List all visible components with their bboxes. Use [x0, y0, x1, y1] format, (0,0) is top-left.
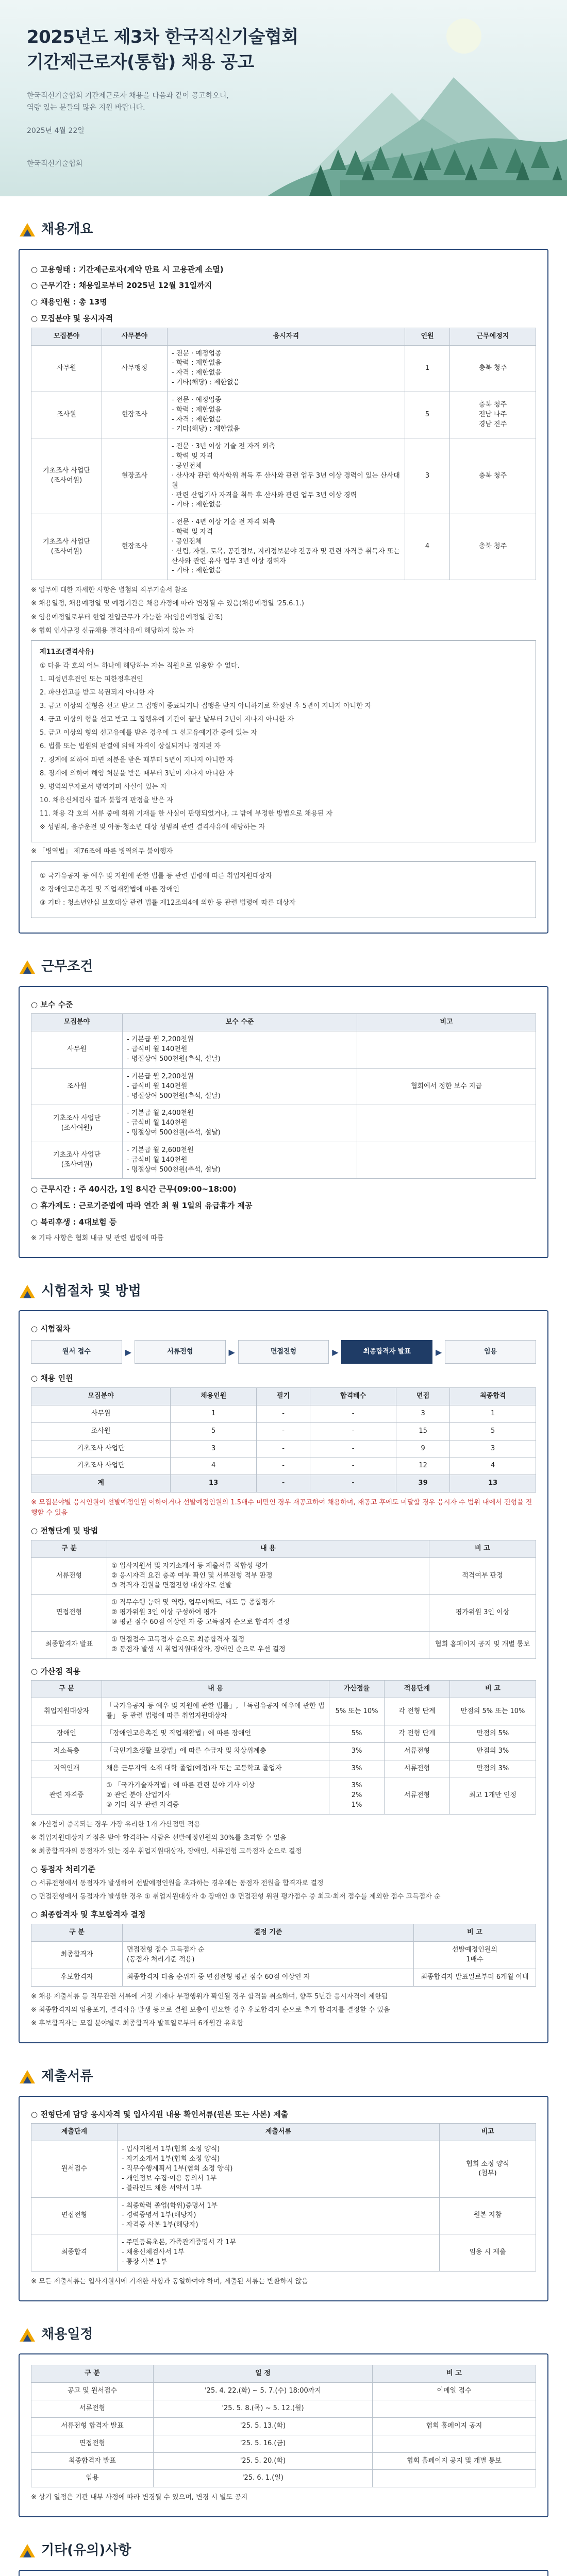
table-cell: - [256, 1440, 310, 1458]
col-header: 결정 기준 [123, 1924, 414, 1942]
section-title: 근무조건 [41, 959, 93, 974]
table-cell: - [310, 1440, 396, 1458]
col-header: 근무예정지 [450, 328, 536, 345]
table-cell: - 전문 · 예정업종 - 학력 : 제한없음 - 자격 : 제한없음 - 기타(해당) : 제한없음 [168, 345, 405, 392]
table-cell: ① 직무수행 능력 및 역량, 업무이해도, 태도 등 종합평가 ② 평가위원 3인 이상 구성하여 평가 ③ 평균 점수 60점 이상인 자 중 고득점자 순으로 합격자 결정 [107, 1595, 429, 1632]
flow-step: 원서 접수 [31, 1340, 122, 1364]
flow-step: 서류전형 [135, 1340, 226, 1364]
table-cell: 3 [450, 1440, 536, 1458]
col-header: 내 용 [107, 1540, 429, 1558]
col-header: 적용단계 [385, 1681, 450, 1698]
headcount-table [31, 1387, 536, 1493]
table-cell: 3 [405, 438, 450, 514]
condition-item: ○ 근무시간 : 주 40시간, 1일 8시간 근무(09:00~18:00) [31, 1184, 237, 1194]
table-cell: 5% 또는 10% [329, 1698, 385, 1725]
overview-item: ○ 고용형태 : 기간제근로자(계약 만료 시 고용관계 소멸) [31, 264, 224, 274]
table-cell: 원서접수 [31, 2141, 118, 2197]
table-cell: 원본 지참 [440, 2197, 536, 2234]
table-cell [373, 2400, 536, 2418]
table-cell: 3% [329, 1742, 385, 1760]
org-name: 한국직신기술협회 [27, 160, 83, 168]
section-marker-icon [19, 222, 36, 238]
table-cell: 기초조사 사업단 (조사여원) [31, 438, 102, 514]
col-header: 가산점률 [329, 1681, 385, 1698]
table-cell [373, 2435, 536, 2452]
col-header: 모집분야 [31, 1014, 123, 1031]
table-cell: '25. 5. 8.(목) ~ 5. 12.(월) [154, 2400, 373, 2418]
subheading: ○ 최종합격자 및 후보합격자 결정 [31, 1910, 146, 1920]
table-row [31, 2141, 536, 2197]
table-row [31, 2383, 536, 2400]
table-cell: '25. 5. 16.(금) [154, 2435, 373, 2452]
flow-step: 임용 [445, 1340, 536, 1364]
table-cell: 최종합격 [31, 2234, 118, 2272]
table-cell: 「국민기초생활 보장법」에 따른 수급자 및 차상위계층 [102, 1742, 329, 1760]
section-schedule [0, 2325, 567, 2518]
table-cell: 5 [450, 1422, 536, 1440]
table-cell: 서류전형 [31, 1557, 107, 1595]
table-cell: - 기본급 월 2,200천원 - 급식비 월 140천원 - 명절상여 500천원(추석, 설날) [123, 1068, 357, 1105]
table-cell: 각 전형 단계 [385, 1698, 450, 1725]
col-header: 합격배수 [310, 1387, 396, 1405]
table-row [31, 2470, 536, 2487]
table-cell: 공고 및 원서접수 [31, 2383, 154, 2400]
col-header: 비고 [440, 2124, 536, 2141]
schedule-table [31, 2365, 536, 2487]
table-cell: - 주민등록초본, 가족관계증명서 각 1부 - 채용신체검사서 1부 - 통장 사본 1부 [118, 2234, 440, 2272]
table-cell: - [256, 1458, 310, 1475]
table-cell: 13 [450, 1475, 536, 1493]
note: ※ 후보합격자는 모집 분야별로 최종합격자 발표일로부터 6개월간 유효함 [31, 2019, 244, 2027]
col-header: 구 분 [31, 1924, 123, 1942]
table-cell: 3 [396, 1405, 449, 1422]
preference-box [31, 861, 536, 918]
list-item: 3. 금고 이상의 실형을 선고 받고 그 집행이 종료되거나 집행을 받지 아니하기로 확정된 후 5년이 지나지 아니한 자 [40, 702, 372, 710]
table-row [31, 1422, 536, 1440]
table-cell: 서류전형 [385, 1742, 450, 1760]
table-cell: - 기본급 월 2,400천원 - 급식비 월 140천원 - 명절상여 500천원(추석, 설날) [123, 1105, 357, 1142]
subheading: ○ 동점자 처리기준 [31, 1865, 95, 1874]
condition-item: ○ 휴가제도 : 근로기준법에 따라 연간 최 월 1일의 유급휴가 제공 [31, 1201, 253, 1211]
table-cell: ① 면접점수 고득점자 순으로 최종합격자 결정 ② 동점자 발생 시 취업지원대상자, 장애인 순으로 우선 결정 [107, 1631, 429, 1658]
table-cell: 최종합격자 [31, 1942, 123, 1969]
table-cell: - [310, 1475, 396, 1493]
section-marker-icon [19, 959, 36, 975]
documents-table [31, 2123, 536, 2271]
hero-banner [0, 0, 567, 196]
table-cell: 서류전형 [385, 1760, 450, 1777]
section-misc [0, 2541, 567, 2576]
section-marker-icon [19, 2543, 36, 2558]
flow-step: 최종합격자 발표 [341, 1340, 432, 1364]
note: ※ 취업지원대상자 가점을 받아 합격하는 사람은 선발예정인원의 30%를 초과할 수 없음 [31, 1834, 287, 1842]
table-row [31, 1031, 536, 1069]
table-cell: - [256, 1422, 310, 1440]
table-cell: 협회 홈페이지 공지 [373, 2417, 536, 2435]
overview-item: ○ 근무기간 : 채용일로부터 2025년 12월 31일까지 [31, 281, 212, 291]
section-title: 채용개요 [41, 222, 93, 237]
section-marker-icon [19, 2069, 36, 2084]
note: ※ 모든 제출서류는 입사지원서에 기재한 사항과 동일하여야 하며, 제출된 서류는 반환하지 않음 [31, 2277, 308, 2285]
col-header: 내 용 [102, 1681, 329, 1698]
table-cell: - 전문 · 예정업종 - 학력 : 제한없음 - 자격 : 제한없음 - 기타(해당) : 제한없음 [168, 392, 405, 438]
table-cell: - [310, 1422, 396, 1440]
table-cell: 임용 시 제출 [440, 2234, 536, 2272]
list-item: 6. 법률 또는 법원의 판결에 의해 자격이 상실되거나 정지된 자 [40, 742, 221, 751]
table-row [31, 2197, 536, 2234]
overview-item: ○ 채용인원 : 총 13명 [31, 297, 107, 307]
note: ※ 임용예정일로부터 현업 전입근무가 가능한 자(임용예정일 참조) [31, 613, 223, 621]
table-cell: 기초조사 사업단 (조사여원) [31, 1105, 123, 1142]
table-cell: 기초조사 사업단 (조사여원) [31, 1142, 123, 1179]
table-cell: 13 [171, 1475, 257, 1493]
table-cell: 충북 청주 [450, 514, 536, 580]
table-cell: 최고 1개만 인정 [450, 1777, 536, 1815]
list-item: 10. 채용신체검사 결과 불합격 판정을 받은 자 [40, 796, 173, 805]
table-cell: 3 [171, 1440, 257, 1458]
section-documents [0, 2067, 567, 2301]
conditions-box [19, 986, 548, 1258]
table-cell: 협회 홈페이지 공지 및 개별 통보 [373, 2452, 536, 2470]
table-cell: 면접전형 [31, 2435, 154, 2452]
section-marker-icon [19, 1284, 36, 1299]
col-header: 제출단계 [31, 2124, 118, 2141]
col-header: 응시자격 [168, 328, 405, 345]
col-header: 일 정 [154, 2365, 373, 2383]
list-item: ① 국가유공자 등 예우 및 지원에 관한 법률 등 관련 법령에 따른 취업지원대상자 [40, 872, 272, 880]
table-cell: 만점의 3% [450, 1760, 536, 1777]
table-cell: - [310, 1405, 396, 1422]
table-cell: - [256, 1405, 310, 1422]
table-row-total [31, 1475, 536, 1493]
note: ※ 상기 일정은 기관 내부 사정에 따라 변경될 수 있으며, 변경 시 별도 공지 [31, 2494, 248, 2502]
table-cell: '25. 5. 20.(화) [154, 2452, 373, 2470]
table-cell: 9 [396, 1440, 449, 1458]
list-item: 9. 병역의무자로서 병역기피 사실이 있는 자 [40, 783, 167, 791]
flow-step: 면접전형 [238, 1340, 329, 1364]
table-cell: 3% [329, 1760, 385, 1777]
table-cell: 4 [405, 514, 450, 580]
list-item: 8. 징계에 의하여 해임 처분을 받은 때부터 3년이 지나지 아니한 자 [40, 769, 234, 777]
table-cell: 4 [450, 1458, 536, 1475]
table-cell: 협회 소정 양식 (첨부) [440, 2141, 536, 2197]
col-header: 보수 수준 [123, 1014, 357, 1031]
table-cell: 기초조사 사업단 [31, 1440, 171, 1458]
table-row [31, 1595, 536, 1632]
table-cell: 만점의 5% [450, 1725, 536, 1742]
table-cell: ① 「국가기술자격법」에 따른 관련 분야 기사 이상 ② 관련 분야 산업기사 ③ 기타 직무 관련 자격증 [102, 1777, 329, 1815]
table-cell: 계 [31, 1475, 171, 1493]
table-cell: 최종합격자 발표 [31, 1631, 107, 1658]
table-row [31, 1105, 536, 1142]
list-item: ③ 기타 : 청소년안심 보호대상 관련 법률 제12조의4에 의한 등 관련 법령에 따른 대상자 [40, 899, 296, 907]
table-row [31, 1557, 536, 1595]
table-cell: - 전문 · 4년 이상 기술 전 자격 외측 - 학력 및 자격 · 공인전체 · 산림, 자원, 토목, 공간정보, 지리정보분야 전공자 및 관련 자격증 취득자 또는 산사와 관련 유사 업무 3년 이상 경력자 - 기타 : 제한없음 [168, 514, 405, 580]
condition-item: ○ 복리후생 : 4대보험 등 [31, 1217, 117, 1227]
table-cell: ① 입사지원서 및 자기소개서 등 제출서류 적합성 평가 ② 응시자격 요건 충족 여부 확인 및 서류전형 적부 판정 ③ 적격자 전원을 면접전형 대상자로 선발 [107, 1557, 429, 1595]
table-cell: 3% 2% 1% [329, 1777, 385, 1815]
table-cell [357, 1031, 536, 1069]
section-title: 채용일정 [41, 2326, 93, 2342]
col-header: 필기 [256, 1387, 310, 1405]
table-cell: 서류전형 [385, 1777, 450, 1815]
table-row [31, 1942, 536, 1969]
table-cell: 현장조사 [102, 514, 168, 580]
table-cell: 기초조사 사업단 [31, 1458, 171, 1475]
intro-line-1: 한국직신기술협회 기간제근로자 채용을 다음과 같이 공고하오니, [27, 91, 229, 100]
list-item: 5. 금고 이상의 형의 선고유예를 받은 경우에 그 선고유예기간 중에 있는 자 [40, 729, 258, 737]
table-cell: 39 [396, 1475, 449, 1493]
col-header: 비 고 [373, 2365, 536, 2383]
salary-table [31, 1013, 536, 1179]
table-cell: '25. 6. 1.(일) [154, 2470, 373, 2487]
documents-box [19, 2096, 548, 2301]
table-cell: 기초조사 사업단 (조사여원) [31, 514, 102, 580]
table-cell: 사무원 [31, 345, 102, 392]
col-header: 사무분야 [102, 328, 168, 345]
table-cell: 조사원 [31, 1068, 123, 1105]
table-cell: 조사원 [31, 392, 102, 438]
note: ※ 최종합격자의 임용포기, 결격사유 발생 등으로 결원 보충이 필요한 경우 후보합격자 순으로 추가 합격자를 결정할 수 있음 [31, 2006, 390, 2014]
arrow-right-icon: ▶ [228, 1347, 235, 1357]
table-cell: '25. 4. 22.(화) ~ 5. 7.(수) 18:00까지 [154, 2383, 373, 2400]
table-cell: 1 [450, 1405, 536, 1422]
table-cell: 4 [171, 1458, 257, 1475]
table-cell: 「장애인고용촉진 및 직업재활법」에 따른 장애인 [102, 1725, 329, 1742]
page-title: 2025년도 제3차 한국직신기술협회 기간제근로자(통합) 채용 공고 [27, 27, 298, 73]
table-cell [373, 2470, 536, 2487]
table-cell: - 기본급 월 2,200천원 - 급식비 월 140천원 - 명절상여 500천원(추석, 설날) [123, 1031, 357, 1069]
table-cell: 현장조사 [102, 438, 168, 514]
table-cell: 조사원 [31, 1422, 171, 1440]
note: ※ 업무에 대한 자세한 사항은 별첨의 직무기술서 참조 [31, 586, 188, 595]
table-row [31, 514, 536, 580]
note: ※ 협회 인사규정 신규채용 결격사유에 해당하지 않는 자 [31, 626, 194, 635]
procedure-box [19, 1310, 548, 2043]
subheading: ○ 시험절차 [31, 1324, 71, 1334]
misc-box [19, 2570, 548, 2576]
table-cell: 서류전형 합격자 발표 [31, 2417, 154, 2435]
section-conditions [0, 957, 567, 1258]
section-procedure [0, 1282, 567, 2043]
table-row [31, 1068, 536, 1105]
table-cell: 평가위원 3인 이상 [429, 1595, 536, 1632]
table-cell: - [256, 1475, 310, 1493]
table-row [31, 2234, 536, 2272]
table-cell: 사무원 [31, 1405, 171, 1422]
list-item: 1. 피성년후견인 또는 피한정후견인 [40, 675, 143, 683]
table-row [31, 2435, 536, 2452]
inner-title: 제11조(결격사유) [40, 648, 94, 656]
table-cell: 현장조사 [102, 392, 168, 438]
section-title: 제출서류 [41, 2069, 93, 2084]
table-cell: 면접전형 점수 고득점자 순 (동점자 처리기준 적용) [123, 1942, 414, 1969]
table-cell: - [310, 1458, 396, 1475]
recruit-table [31, 328, 536, 581]
table-cell: 적격여부 판정 [429, 1557, 536, 1595]
table-cell: 임용 [31, 2470, 154, 2487]
table-row [31, 345, 536, 392]
table-cell: 선발예정인원의 1배수 [414, 1942, 536, 1969]
subheading: ○ 모집분야 및 응시자격 [31, 313, 113, 323]
table-cell: 각 전형 단계 [385, 1725, 450, 1742]
note: ※ 기타 사항은 협회 내규 및 관련 법령에 따름 [31, 1234, 164, 1242]
table-cell: 만점의 5% 또는 10% [450, 1698, 536, 1725]
table-row [31, 2452, 536, 2470]
col-header: 비 고 [429, 1540, 536, 1558]
table-cell: 협회 홈페이지 공지 및 개별 통보 [429, 1631, 536, 1658]
table-row [31, 1725, 536, 1742]
note: ※ 가산점이 중복되는 경우 가장 유리한 1개 가산점만 적용 [31, 1821, 201, 1829]
subheading: ○ 전형단계 및 방법 [31, 1526, 98, 1536]
list-item: 7. 징계에 의하여 파면 처분을 받은 때부터 5년이 지나지 아니한 자 [40, 756, 234, 764]
table-row [31, 2417, 536, 2435]
table-cell: 관련 자격증 [31, 1777, 102, 1815]
note: ※ 모집분야별 응시인원이 선발예정인원 이하이거나 선발예정인원의 1.5배수 미만인 경우 재공고하여 채용하며, 재공고 후에도 미달할 경우 응시자 수 범위 내에서 전형을 진행할 수 있음 [31, 1499, 532, 1517]
arrow-right-icon: ▶ [436, 1347, 442, 1357]
col-header: 면접 [396, 1387, 449, 1405]
table-cell: 채용 근무지역 소재 대학 졸업(예정)자 또는 고등학교 졸업자 [102, 1760, 329, 1777]
note: ※ 최종합격자의 동점자가 있는 경우 취업지원대상자, 장애인, 서류전형 고득점자 순으로 결정 [31, 1848, 302, 1856]
table-cell: 1 [171, 1405, 257, 1422]
table-cell: - 최종학력 졸업(학위)증명서 1부 - 경력증명서 1부(해당자) - 자격증 사본 1부(해당자) [118, 2197, 440, 2234]
table-row [31, 1760, 536, 1777]
table-cell: 취업지원대상자 [31, 1698, 102, 1725]
section-title: 시험절차 및 방법 [41, 1283, 141, 1299]
col-header: 구 분 [31, 1540, 107, 1558]
table-cell: 이메일 접수 [373, 2383, 536, 2400]
table-cell [357, 1142, 536, 1179]
col-header: 구 분 [31, 2365, 154, 2383]
table-row [31, 1969, 536, 1986]
table-cell: - 전문 · 3년 이상 기술 전 자격 외측 - 학력 및 자격 · 공인전체 · 산사자 관련 학사학위 취득 후 산사와 관련 업무 3년 이상 경력이 있는 산사대원 · 관련 산업기사 자격을 취득 후 산사와 관련 업무 3년 이상 경력 - 기타 : 제한없음 [168, 438, 405, 514]
table-cell: 후보합격자 [31, 1969, 123, 1986]
table-cell: 12 [396, 1458, 449, 1475]
col-header: 비 고 [450, 1681, 536, 1698]
list-item: 2. 파산선고를 받고 복권되지 아니한 자 [40, 688, 154, 697]
subheading: ○ 가산점 적용 [31, 1666, 80, 1676]
table-cell: 협회에서 정한 보수 지급 [357, 1068, 536, 1105]
subheading: ○ 채용 인원 [31, 1374, 73, 1383]
arrow-right-icon: ▶ [125, 1347, 131, 1357]
stages-table [31, 1540, 536, 1659]
table-row [31, 1777, 536, 1815]
note: ※ 채용 제출서류 등 직무관련 서류에 거짓 기재나 부정행위가 확인될 경우 합격을 취소하며, 향후 5년간 응시자격이 제한됨 [31, 1992, 388, 2001]
table-cell: 충북 청주 전남 나주 경남 진주 [450, 392, 536, 438]
col-header: 인원 [405, 328, 450, 345]
table-cell [357, 1105, 536, 1142]
table-cell: 5 [405, 392, 450, 438]
table-cell: '25. 5. 13.(화) [154, 2417, 373, 2435]
col-header: 최종합격 [450, 1387, 536, 1405]
table-cell: 1 [405, 345, 450, 392]
bonus-table [31, 1680, 536, 1815]
subheading: ○ 보수 수준 [31, 999, 73, 1009]
col-header: 모집분야 [31, 328, 102, 345]
table-cell: 장애인 [31, 1725, 102, 1742]
note: ※ 채용일정, 채용예정일 및 예정기간은 채용과정에 따라 변경될 수 있음(채용예정일 '25.6.1.) [31, 600, 304, 608]
final-table [31, 1924, 536, 1986]
table-row [31, 1440, 536, 1458]
procedure-flow [31, 1340, 536, 1364]
tie-rule: ○ 면접전형에서 동점자가 발생한 경우 ① 취업지원대상자 ② 장애인 ③ 면접전형 위원 평가점수 중 최고·최저 점수를 제외한 점수 고득점자 순 [31, 1893, 441, 1901]
table-row [31, 1698, 536, 1725]
table-cell: 사무행정 [102, 345, 168, 392]
table-row [31, 2400, 536, 2418]
table-cell: 「국가유공자 등 예우 및 지원에 관한 법률」, 「독립유공자 예우에 관한 법률」 등 관련 법령에 따른 취업지원대상자 [102, 1698, 329, 1725]
table-cell: 충북 청주 [450, 345, 536, 392]
arrow-right-icon: ▶ [332, 1347, 339, 1357]
table-row [31, 1631, 536, 1658]
table-cell: 면접전형 [31, 1595, 107, 1632]
list-item: ② 장애인고용촉진 및 직업재활법에 따른 장애인 [40, 885, 179, 893]
schedule-box [19, 2353, 548, 2517]
table-row [31, 1742, 536, 1760]
section-overview [0, 220, 567, 934]
section-title: 기타(유의)사항 [41, 2543, 131, 2558]
intro-line-2: 역량 있는 분들의 많은 지원 바랍니다. [27, 104, 145, 112]
table-cell: 최종합격자 발표일로부터 6개월 이내 [414, 1969, 536, 1986]
list-item: ① 다음 각 호의 어느 하나에 해당하는 자는 직원으로 임용할 수 없다. [40, 662, 240, 670]
table-cell: 만점의 3% [450, 1742, 536, 1760]
table-cell: 저소득층 [31, 1742, 102, 1760]
disqualification-box [31, 640, 536, 843]
list-item: 11. 채용 각 호의 서류 중에 허위 기재를 한 사실이 판명되었거나, 그 밖에 부정한 방법으로 채용된 자 [40, 810, 333, 818]
table-cell: 지역인재 [31, 1760, 102, 1777]
table-cell: 서류전형 [31, 2400, 154, 2418]
subheading: ○ 전형단계 담당 응시자격 및 입사지원 내용 확인서류(원본 또는 사본) 제출 [31, 2109, 289, 2119]
table-row [31, 1142, 536, 1179]
table-cell: 최종합격자 발표 [31, 2452, 154, 2470]
table-row [31, 1405, 536, 1422]
col-header: 제출서류 [118, 2124, 440, 2141]
table-cell: - 입사지원서 1부(협회 소정 양식) - 자기소개서 1부(협회 소정 양식) - 직무수행계획서 1부(협회 소정 양식) - 개인정보 수집·이용 동의서 1부 - 블라인드 채용 서약서 1부 [118, 2141, 440, 2197]
table-cell: 충북 청주 [450, 438, 536, 514]
table-cell: 15 [396, 1422, 449, 1440]
table-row [31, 1458, 536, 1475]
list-item: 4. 금고 이상의 형을 선고 받고 그 집행유예 기간이 끝난 날부터 2년이 지나지 아니한 자 [40, 716, 294, 724]
table-cell: 최종합격자 다음 순위자 중 면접전형 평균 점수 60점 이상인 자 [123, 1969, 414, 1986]
col-header: 채용인원 [171, 1387, 257, 1405]
table-cell: 사무원 [31, 1031, 123, 1069]
section-marker-icon [19, 2327, 36, 2343]
list-item: ※ 성범죄, 음주운전 및 아동·청소년 대상 성범죄 관련 결격사유에 해당하는 자 [40, 823, 265, 832]
table-row [31, 438, 536, 514]
col-header: 비 고 [414, 1924, 536, 1942]
table-row [31, 392, 536, 438]
tie-rule: ○ 서류전형에서 동점자가 발생하여 선발예정인원을 초과하는 경우에는 동점자 전원을 합격자로 결정 [31, 1879, 324, 1888]
table-cell: 5% [329, 1725, 385, 1742]
table-cell: - 기본급 월 2,600천원 - 급식비 월 140천원 - 명절상여 500천원(추석, 설날) [123, 1142, 357, 1179]
col-header: 구 분 [31, 1681, 102, 1698]
col-header: 비고 [357, 1014, 536, 1031]
note: ※ 「병역법」 제76조에 따른 병역의무 불이행자 [31, 848, 173, 856]
announce-date: 2025년 4월 22일 [27, 127, 85, 135]
col-header: 모집분야 [31, 1387, 171, 1405]
overview-box [19, 249, 548, 934]
table-cell: 5 [171, 1422, 257, 1440]
table-cell: 면접전형 [31, 2197, 118, 2234]
